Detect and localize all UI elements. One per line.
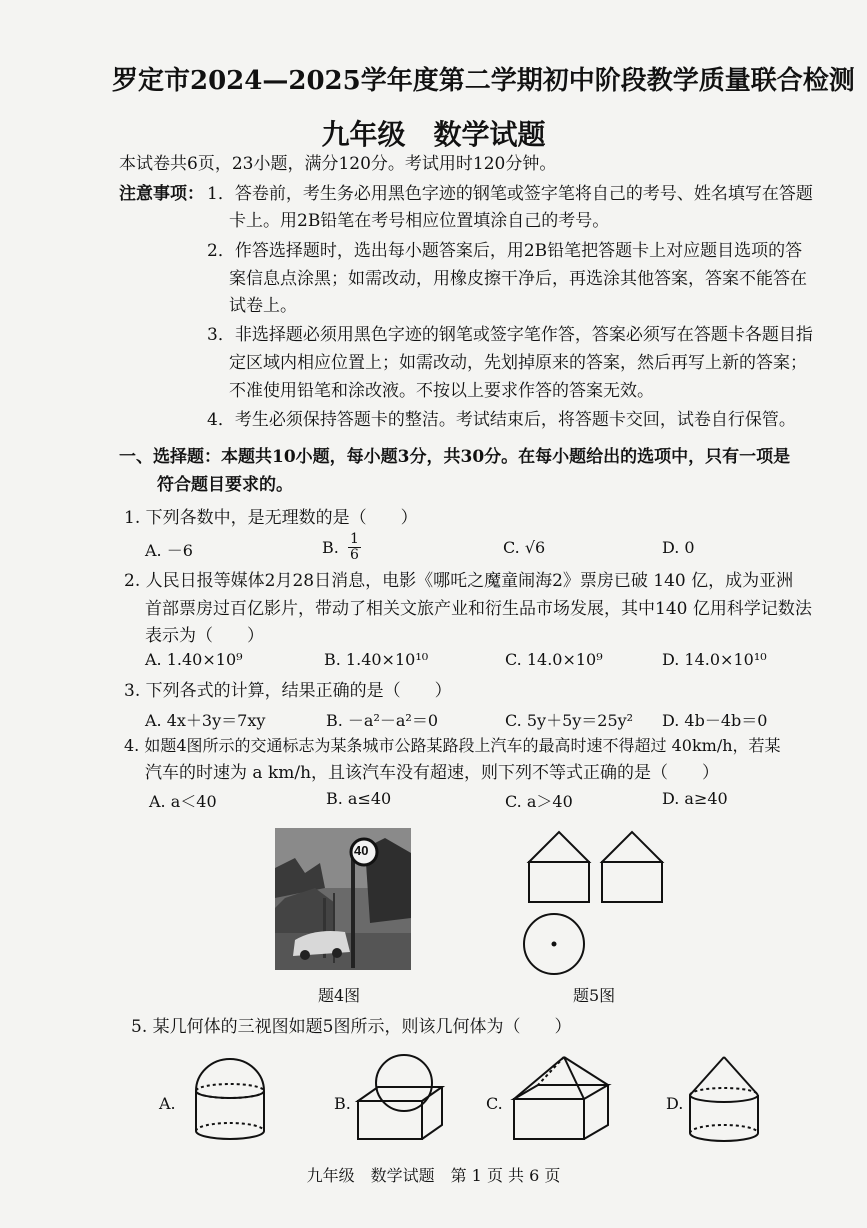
notice-line: 不准使用铅笔和涂改液。不按以上要求作答的答案无效。 — [229, 381, 654, 401]
q1-option-d: D. 0 — [662, 538, 695, 557]
notice-line: 案信息点涂黑；如需改动，用橡皮擦干净后，再选涂其他答案，答案不能答在 — [229, 269, 807, 289]
q1-option-a: A. －6 — [145, 541, 193, 560]
traffic-sign-photo — [275, 828, 411, 970]
question-2-line: 首部票房过百亿影片，带动了相关文旅产业和衍生品市场发展，其中140 亿用科学记数法 — [145, 599, 812, 619]
notice-line: 试卷上。 — [229, 296, 297, 316]
q3-option-b: B. －a²－a²＝0 — [326, 711, 439, 730]
figure-5-caption: 题5图 — [573, 986, 616, 1005]
solid-c-pyramid-cube — [508, 1053, 618, 1143]
q2-option-b: B. 1.40×10¹⁰ — [324, 650, 429, 669]
solid-b-sphere-cube — [352, 1053, 452, 1143]
q2-option-a: A. 1.40×10⁹ — [145, 650, 243, 669]
intro-text: 本试卷共6页，23小题，满分120分。考试用时120分钟。 — [119, 154, 557, 174]
page-footer: 九年级 数学试题 第 1 页 共 6 页 — [306, 1166, 561, 1185]
notice-line: 2．作答选择题时，选出每小题答案后，用2B铅笔把答题卡上对应题目选项的答 — [207, 241, 803, 261]
notice-label: 注意事项： — [119, 184, 204, 204]
section-heading-cont: 符合题目要求的。 — [157, 475, 293, 495]
q1-option-b — [322, 532, 361, 563]
solid-d-cone-cylinder — [684, 1053, 764, 1143]
fraction-numerator: 1 — [349, 531, 359, 547]
section-heading: 一、选择题：本题共10小题，每小题3分，共30分。在每小题给出的选项中，只有一项是 — [119, 447, 791, 467]
question-4-line: 汽车的时速为 a km/h，且该汽车没有超速，则下列不等式正确的是（ ） — [145, 763, 720, 783]
q3-option-c: C. 5y＋5y＝25y² — [505, 711, 634, 730]
question-2-line: 2. 人民日报等媒体2月28日消息，电影《哪吒之魔童闹海2》票房已破 140 亿，成为亚洲 — [124, 571, 794, 591]
three-view-diagram — [520, 828, 700, 988]
speed-limit-sign: 40 — [354, 843, 369, 858]
q5-option-d-label: D. — [666, 1094, 684, 1113]
notice-line: 3．非选择题必须用黑色字迹的钢笔或签字笔作答，答案必须写在答题卡各题目指 — [207, 325, 813, 345]
q3-option-a: A. 4x＋3y＝7xy — [145, 711, 266, 730]
question-1-stem: 1. 下列各数中，是无理数的是（ ） — [124, 508, 418, 528]
fraction-denominator: 6 — [349, 547, 359, 563]
q4-option-a: A. a＜40 — [149, 792, 217, 811]
notice-line: 卡上。用2B铅笔在考号相应位置填涂自己的考号。 — [229, 211, 610, 231]
solid-a-hemisphere-cylinder — [190, 1053, 270, 1143]
exam-subtitle: 九年级 数学试题 — [321, 118, 546, 151]
q4-option-d: D. a≥40 — [662, 789, 728, 808]
question-4-line: 4. 如题4图所示的交通标志为某条城市公路某路段上汽车的最高时速不得超过 40km/h，若某 — [124, 736, 781, 755]
q2-option-c: C. 14.0×10⁹ — [505, 650, 603, 669]
notice-line: 定区域内相应位置上；如需改动，先划掉原来的答案，然后再写上新的答案； — [229, 353, 807, 373]
q4-option-b: B. a≤40 — [326, 789, 392, 808]
fraction — [348, 532, 361, 563]
question-2-line: 表示为（ ） — [145, 626, 264, 646]
exam-title: 罗定市2024—2025学年度第二学期初中阶段教学质量联合检测 — [112, 66, 855, 96]
q1-option-c: C. √6 — [503, 538, 546, 557]
question-5-stem: 5. 某几何体的三视图如题5图所示，则该几何体为（ ） — [131, 1017, 572, 1037]
figure-4-caption: 题4图 — [318, 986, 361, 1005]
q5-option-c-label: C. — [486, 1094, 503, 1113]
q1-option-b-label: B. — [322, 538, 339, 557]
q3-option-d: D. 4b－4b＝0 — [662, 711, 768, 730]
q5-option-b-label: B. — [334, 1094, 351, 1113]
q2-option-d: D. 14.0×10¹⁰ — [662, 650, 767, 669]
question-3-stem: 3. 下列各式的计算，结果正确的是（ ） — [124, 681, 452, 701]
q5-option-a-label: A. — [159, 1094, 176, 1113]
q4-option-c: C. a＞40 — [505, 792, 573, 811]
notice-line: 4．考生必须保持答题卡的整洁。考试结束后，将答题卡交回，试卷自行保管。 — [207, 410, 796, 430]
notice-line: 1．答卷前，考生务必用黑色字迹的钢笔或签字笔将自己的考号、姓名填写在答题 — [207, 184, 813, 204]
